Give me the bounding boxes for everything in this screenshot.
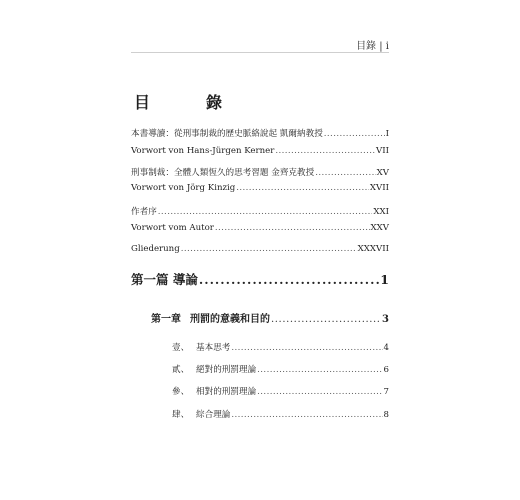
section-page: 4 <box>383 343 389 353</box>
section-number: 貳、 <box>172 365 190 375</box>
dot-leader <box>271 313 381 327</box>
section-page: 7 <box>383 387 389 397</box>
toc-entry-title: Vorwort von Jörg Kinzig <box>131 183 236 193</box>
toc-entry-page: I <box>385 129 389 139</box>
header-divider <box>131 52 389 53</box>
part-page: 1 <box>380 272 389 287</box>
toc-entry-page: VII <box>376 146 389 156</box>
section-title: 絕對的刑罰理論 <box>196 365 257 375</box>
toc-entry-title: Vorwort von Hans-Jürgen Kerner <box>131 146 275 156</box>
section-page: 6 <box>383 365 389 375</box>
toc-entry-title: 本書導讀：從刑事制裁的歷史脈絡說起 凱爾納教授 <box>131 129 323 139</box>
section-title: 綜合理論 <box>196 410 231 420</box>
toc-section-4[interactable] <box>172 409 389 422</box>
section-title: 基本思考 <box>196 343 231 353</box>
dot-leader <box>236 182 369 195</box>
chapter-page: 3 <box>382 314 389 325</box>
dot-leader <box>158 206 373 219</box>
dot-leader <box>315 167 375 180</box>
toc-entry-title: 刑事制裁：全體人類恆久的思考習題 金齊克教授 <box>131 168 315 178</box>
dot-leader <box>275 145 375 158</box>
toc-section-1[interactable] <box>172 342 389 355</box>
toc-entry-gliederung[interactable] <box>131 243 389 256</box>
toc-entry-page: XXV <box>370 223 389 233</box>
toc-chapter-1[interactable] <box>151 313 389 327</box>
running-header: 目錄 | i <box>356 41 389 52</box>
toc-entry-page: XV <box>376 168 389 178</box>
section-number: 參、 <box>172 387 190 397</box>
toc-entry-intro-kerner[interactable] <box>131 128 389 141</box>
dot-leader <box>257 386 382 399</box>
dot-leader <box>231 342 382 355</box>
dot-leader <box>257 364 382 377</box>
chapter-title: 刑罰的意義和目的 <box>190 314 270 325</box>
dot-leader <box>215 222 370 235</box>
dot-leader <box>324 128 385 141</box>
toc-entry-title: Gliederung <box>131 244 180 254</box>
dot-leader <box>199 272 379 288</box>
chapter-number: 第一章 <box>151 314 181 325</box>
toc-entry-vorwort-autor[interactable] <box>131 222 389 235</box>
toc-entry-vorwort-kerner[interactable] <box>131 145 389 158</box>
section-title: 相對的刑罰理論 <box>196 387 257 397</box>
toc-entry-title: Vorwort vom Autor <box>131 223 214 233</box>
toc-entry-page: XXI <box>373 207 389 217</box>
toc-section-3[interactable] <box>172 386 389 399</box>
section-page: 8 <box>383 410 389 420</box>
toc-entry-intro-kinzig[interactable] <box>131 167 389 180</box>
part-title: 第一篇 導論 <box>131 272 198 287</box>
toc-entry-author-preface[interactable] <box>131 206 389 219</box>
dot-leader <box>231 409 382 422</box>
toc-entry-title: 作者序 <box>131 207 157 217</box>
section-number: 肆、 <box>172 410 190 420</box>
toc-entry-page: XXXVII <box>357 244 389 254</box>
toc-part-1[interactable] <box>131 272 389 288</box>
page-title: 目 錄 <box>134 93 243 112</box>
toc-entry-vorwort-kinzig[interactable] <box>131 182 389 195</box>
toc-section-2[interactable] <box>172 364 389 377</box>
dot-leader <box>181 243 357 256</box>
section-number: 壹、 <box>172 343 190 353</box>
toc-entry-page: XVII <box>369 183 389 193</box>
